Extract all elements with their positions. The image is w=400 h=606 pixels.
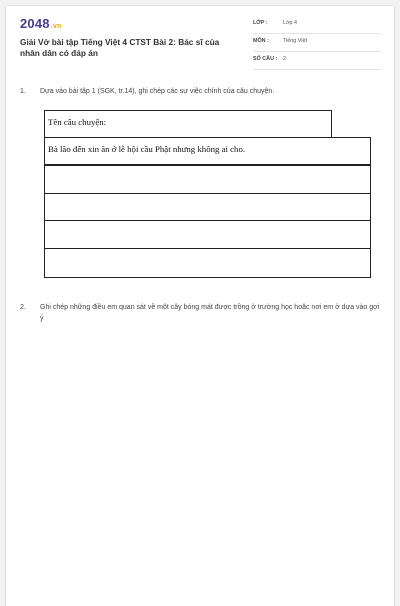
question-text: Dựa vào bài tập 1 (SGK, tr.14), ghi chép các sự việc chính của câu chuyện. — [40, 88, 275, 95]
meta-row-count — [253, 52, 381, 70]
table-row: Bà lão đến xin ăn ở lễ hội cầu Phật nhưng không ai cho. — [44, 137, 371, 165]
question-number: 2. — [20, 304, 26, 311]
header — [6, 6, 394, 68]
meta-info — [253, 16, 381, 70]
meta-value: Lớp 4 — [283, 20, 298, 26]
logo-suffix: .vn — [50, 23, 62, 30]
document-page — [6, 6, 394, 606]
question-text: Ghi chép những điều em quan sát về một cây bóng mát được trồng ở trường học hoặc nơi em ở dựa vào gợi ý — [40, 304, 380, 322]
meta-key: MÔN : — [253, 38, 269, 44]
table-row — [44, 193, 371, 221]
meta-key: SỐ CÂU : — [253, 56, 278, 62]
meta-key: LỚP : — [253, 20, 268, 26]
site-logo[interactable] — [20, 16, 61, 31]
meta-value: 2 — [283, 56, 286, 62]
page-title: Giải Vở bài tập Tiếng Việt 4 CTST Bài 2: Bác sĩ của nhân dân có đáp án — [20, 37, 220, 58]
table-row — [44, 165, 371, 194]
meta-value: Tiếng Việt — [283, 38, 307, 44]
table-row: Tên câu chuyện: — [44, 110, 332, 138]
meta-row-subject — [253, 34, 381, 52]
question-number: 1. — [20, 88, 26, 95]
logo-main: 2048 — [20, 16, 50, 31]
table-row — [44, 220, 371, 249]
table-row — [44, 248, 371, 278]
meta-row-class — [253, 16, 381, 34]
